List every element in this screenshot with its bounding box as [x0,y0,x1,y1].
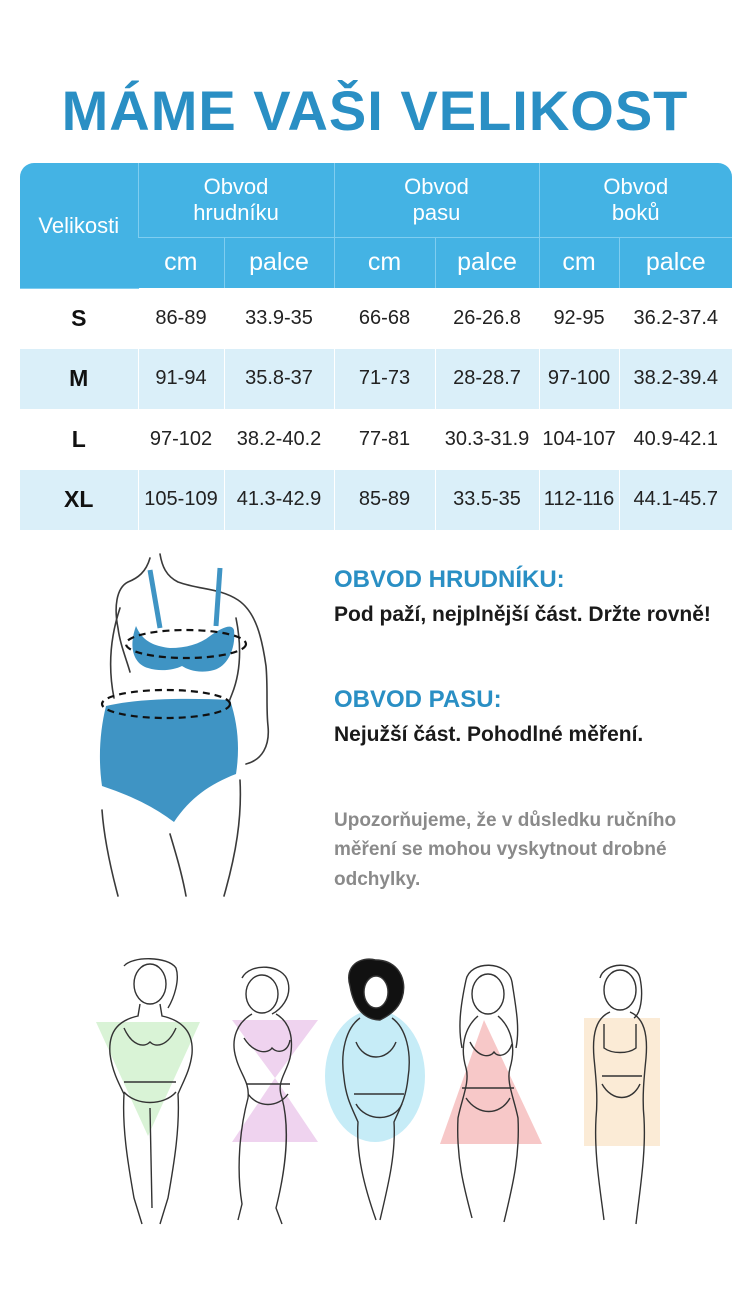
body-type-pear [440,965,542,1222]
size-label: M [20,349,138,410]
body-type-hourglass [232,967,318,1224]
table-row [20,288,732,349]
unit-header-inch: palce [224,237,334,288]
body-types-illustration [0,958,750,1238]
table-cell: 112-116 [539,470,619,531]
page-title: MÁME VAŠI VELIKOST [61,79,689,142]
body-type-rectangle [584,965,660,1224]
table-cell: 28-28.7 [435,349,539,410]
table-cell: 41.3-42.9 [224,470,334,531]
table-cell: 104-107 [539,409,619,470]
measurement-note: Upozorňujeme, že v důsledku ručního měření se mohou vyskytnout drobné odchylky. [334,810,677,890]
waist-text: Nejužší část. Pohodlné měření. [334,723,644,746]
table-cell: 77-81 [334,409,435,470]
unit-header-inch: palce [619,237,732,288]
table-cell: 86-89 [138,288,224,349]
body-type-apple [325,959,425,1220]
table-row [20,349,732,410]
table-cell: 38.2-39.4 [619,349,732,410]
size-label: S [71,305,87,331]
table-cell: 66-68 [334,288,435,349]
table-cell: 97-102 [138,409,224,470]
size-label: XL [20,470,138,531]
table-cell: 36.2-37.4 [619,288,732,349]
table-cell: 85-89 [334,470,435,531]
table-cell: 33.5-35 [435,470,539,531]
unit-header-cm: cm [138,237,224,288]
table-row [20,409,732,470]
table-cell: 105-109 [138,470,224,531]
waist-group-header: Obvod pasu [334,163,539,237]
chest-text: Pod paží, nejplnější část. Držte rovně! [334,603,711,626]
chest-heading: OBVOD HRUDNÍKU: [334,566,565,593]
table-header-row [20,163,732,237]
table-cell: 33.9-35 [224,288,334,349]
hip-group-header: Obvod boků [539,163,732,237]
table-cell: 30.3-31.9 [435,409,539,470]
table-cell: 91-94 [138,349,224,410]
unit-header-cm: cm [334,237,435,288]
table-cell: 44.1-45.7 [619,470,732,531]
unit-header-inch: palce [435,237,539,288]
size-label: L [71,425,86,452]
table-cell: 92-95 [539,288,619,349]
table-cell: 38.2-40.2 [224,409,334,470]
chest-info [334,566,734,629]
table-cell: 26-26.8 [435,288,539,349]
size-column-header: Velikosti [20,163,138,288]
size-chart-table [20,163,732,530]
chest-group-header: Obvod hrudníku [138,163,334,237]
table-cell: 35.8-37 [224,349,334,410]
measurement-figure [10,548,300,900]
table-cell: 40.9-42.1 [619,409,732,470]
waist-info [334,686,734,749]
waist-heading: OBVOD PASU: [334,686,502,713]
table-cell: 97-100 [539,349,619,410]
body-type-inverted-triangle [96,959,200,1224]
table-cell: 71-73 [334,349,435,410]
unit-header-cm: cm [539,237,619,288]
table-row [20,470,732,531]
